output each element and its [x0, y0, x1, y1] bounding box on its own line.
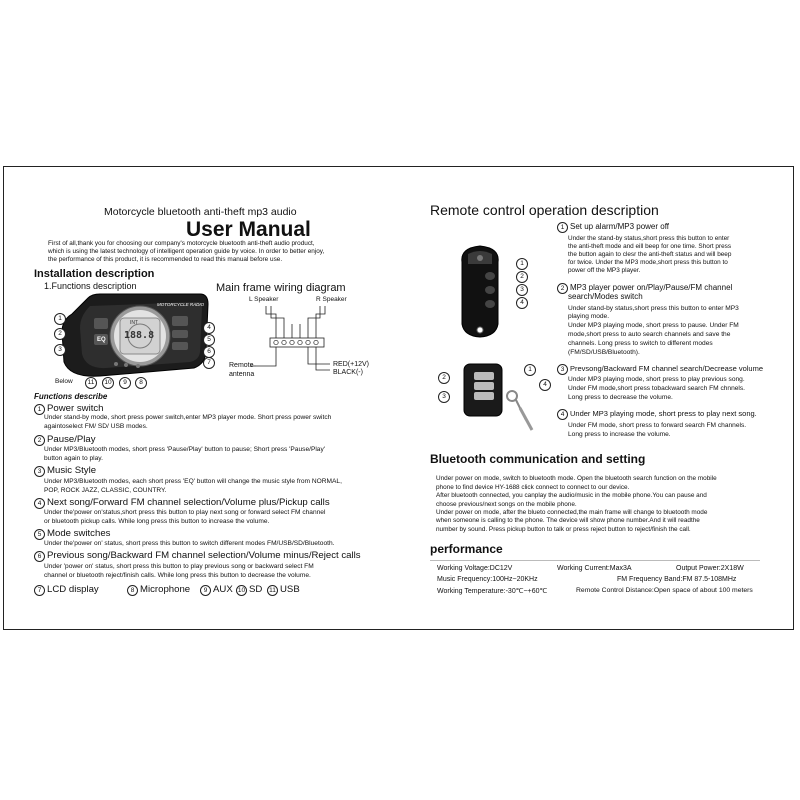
legend-microphone: [127, 584, 190, 596]
bluetooth-line-3: After bluetooth connected, you canplay the audio/music in the mobile phone.You can pause and: [436, 492, 707, 499]
function-4-desc-2: or bluetooth pickup calls. While long press this button to increase the volume.: [44, 518, 270, 525]
legend-9-number: 9: [200, 585, 211, 596]
legend-10-label: SD: [249, 584, 263, 595]
callout-device-5: 5: [203, 334, 215, 346]
lcd-int-label: INT: [130, 320, 139, 326]
remote-item-1-title: [557, 222, 669, 233]
intro-line-2: which is using the latest technology of intelligent operation guide by voice. In order to better enjoy,: [48, 248, 325, 255]
functions-description-subheading: 1.Functions description: [44, 281, 137, 291]
function-1-desc-1: Under stand-by mode, short press power switch,enter MP3 player mode. Short press power switch: [44, 414, 332, 421]
perf-working-voltage: Working Voltage:DC12V: [437, 565, 513, 572]
legend-9-label: AUX: [213, 584, 233, 595]
intro-line-3: the performance of this product, it is recommended to read this manual before use.: [48, 256, 283, 263]
remote-antenna-label-2: antenna: [229, 371, 255, 378]
callout-device-3: 3: [54, 344, 66, 356]
legend-11-number: 11: [267, 585, 278, 596]
callout-remote1-1: 1: [516, 258, 528, 270]
performance-divider: [430, 560, 760, 561]
callout-device-1: 1: [54, 313, 66, 325]
eq-button-label: EQ: [97, 337, 106, 343]
function-3-desc-2: POP, ROCK JAZZ, CLASSIC, COUNTRY.: [44, 487, 167, 494]
remote-item-2-number: 2: [557, 283, 568, 294]
intro-line-1: First of all,thank you for choosing our company's motorcycle bluetooth anti-theft audio product,: [48, 240, 315, 247]
bluetooth-line-4: choose previous/next songs on the mobile phone.: [436, 501, 577, 508]
remote-item-4-title-text: Under MP3 playing mode, short press to play next song.: [570, 409, 757, 418]
remote-item-1-desc-1: Under the stand-by status,short press this button to enter: [568, 235, 730, 242]
functions-describe-heading: Functions describe: [34, 392, 108, 401]
manual-subtitle: Motorcycle bluetooth anti-theft mp3 audio: [104, 206, 297, 218]
function-2-title: [34, 434, 96, 446]
remote-item-3-desc-2: Under FM mode,short press tobackward search FM chnnels.: [568, 385, 746, 392]
remote-control-title: Remote control operation description: [430, 202, 659, 218]
callout-remote1-3: 3: [516, 284, 528, 296]
remote-item-4-title: [557, 409, 757, 420]
remote-item-2-desc-2: playing mode.: [568, 313, 610, 320]
function-5-title: [34, 528, 110, 540]
black-wire-label: BLACK(-): [333, 369, 363, 376]
callout-device-7: 7: [203, 357, 215, 369]
legend-11-label: USB: [280, 584, 300, 595]
function-6-desc-1: Under 'power on' status, short press this button to play previous song or backward select FM: [44, 563, 314, 570]
function-6-title: [34, 550, 361, 562]
remote-item-2-desc-6: (FM/SD/USB/Bluetooth).: [568, 349, 640, 356]
callout-remote2-3: 3: [438, 391, 450, 403]
callout-device-8: 8: [135, 377, 147, 389]
legend-aux: [200, 584, 233, 596]
bluetooth-line-5: Under power on mode, after the blueto connected,the main frame will change to bluetooth mode: [436, 509, 708, 516]
callout-remote2-4: 4: [539, 379, 551, 391]
function-5-title-text: Mode switches: [47, 528, 111, 539]
remote-item-1-desc-5: power off the MP3 player.: [568, 267, 641, 274]
callout-device-11: 11: [85, 377, 97, 389]
function-4-title-text: Next song/Forward FM channel selection/Volume plus/Pickup calls: [47, 497, 330, 508]
remote-item-4-desc-2: Long press to increase the volume.: [568, 431, 671, 438]
bluetooth-heading: Bluetooth communication and setting: [430, 452, 646, 466]
remote-item-3-desc-1: Under MP3 playing mode, short press to play previous song.: [568, 376, 745, 383]
remote-item-3-title: [557, 364, 763, 375]
function-2-desc-1: Under MP3/Bluetooth modes, short press 'Pause/Play' button to pause; Short press 'Pause/Play': [44, 446, 326, 453]
function-4-number: 4: [34, 498, 45, 509]
function-5-number: 5: [34, 529, 45, 540]
perf-working-temperature: Working Temperature:-30℃~+60℃: [437, 588, 548, 595]
perf-remote-distance: Remote Control Distance:Open space of about 100 meters: [576, 587, 753, 594]
lcd-number: 188.8: [124, 330, 155, 341]
perf-output-power: Output Power:2X18W: [676, 565, 744, 572]
remote-item-2-title-text: MP3 player power on/Play/Pause/FM channel: [570, 283, 733, 292]
bluetooth-line-1: Under power on mode, switch to bluetooth mode. Open the bluetooth search function on the mobile: [436, 475, 717, 482]
remote-item-2-desc-1: Under stand-by status,short press this button to enter MP3: [568, 305, 739, 312]
l-speaker-label: L Speaker: [249, 296, 279, 303]
remote-item-4-desc-1: Under FM mode, short press to forward search FM channels.: [568, 422, 747, 429]
performance-heading: performance: [430, 542, 503, 556]
function-1-title-text: Power switch: [47, 403, 104, 414]
function-2-title-text: Pause/Play: [47, 434, 96, 445]
perf-fm-band: FM Frequency Band:FM 87.5-108MHz: [617, 576, 737, 583]
legend-10-number: 10: [237, 587, 246, 594]
function-3-title: [34, 465, 96, 477]
callout-device-4: 4: [203, 322, 215, 334]
function-4-desc-1: Under the'power on'status,short press this button to play next song or forward select FM channel: [44, 509, 326, 516]
function-6-title-text: Previous song/Backward FM channel selection/Volume minus/Reject calls: [47, 550, 361, 561]
callout-remote1-4: 4: [516, 297, 528, 309]
remote-item-2-desc-4: mode,short press to auto search channels and save the: [568, 331, 731, 338]
function-3-title-text: Music Style: [47, 465, 97, 476]
legend-8-label: Microphone: [140, 584, 191, 595]
legend-lcd-display: [34, 584, 99, 596]
function-1-desc-2: againtoselect FM/ SD/ USB modes.: [44, 423, 148, 430]
callout-remote2-1: 1: [524, 364, 536, 376]
legend-7-label: LCD display: [47, 584, 99, 595]
bluetooth-line-2: phone to find device HY-1688 click connect to connect to our device.: [436, 484, 630, 491]
function-3-number: 3: [34, 466, 45, 477]
callout-device-6: 6: [203, 346, 215, 358]
below-label: Below: [55, 378, 73, 385]
function-2-desc-2: button again to play.: [44, 455, 103, 462]
perf-music-frequency: Music Frequency:100Hz~20KHz: [437, 576, 538, 583]
remote-item-2-desc-5: channels. Long press to switch to different modes: [568, 340, 713, 347]
bluetooth-line-7: number by sound. Press pickup button to talk or press reject button to reject/finish the call.: [436, 526, 691, 533]
legend-usb: [267, 584, 300, 596]
function-1-number: 1: [34, 404, 45, 415]
function-2-number: 2: [34, 435, 45, 446]
callout-remote1-2: 2: [516, 271, 528, 283]
function-6-desc-2: channel or bluetooth reject/finish calls. While long press this button to decrease the volume.: [44, 572, 311, 579]
manual-title: User Manual: [186, 218, 311, 241]
callout-device-9: 9: [119, 377, 131, 389]
perf-working-current: Working Current:Max3A: [557, 565, 632, 572]
function-5-desc-1: Under the'power on' status, short press this button to switch different modes FM/USB/SD/Bluetooth.: [44, 540, 335, 547]
callout-device-10: 10: [102, 377, 114, 389]
red-wire-label: RED(+12V): [333, 361, 369, 368]
legend-8-number: 8: [127, 585, 138, 596]
function-3-desc-1: Under MP3/Bluetooth modes, each short press 'EQ' button will change the music style from NORMAL,: [44, 478, 342, 485]
legend-sd: [236, 584, 262, 596]
remote-item-2-desc-3: Under MP3 playing mode, short press to pause. Under FM: [568, 322, 739, 329]
function-4-title: [34, 497, 330, 509]
radio-brand-label: MOTORCYCLE RADIO: [157, 302, 205, 307]
remote-item-1-desc-2: the anti-theft mode and eill beep for one time. Short press: [568, 243, 732, 250]
remote-antenna-label-1: Remote: [229, 362, 254, 369]
remote-item-1-desc-3: the button again to clesr the anti-theft status and will beep: [568, 251, 732, 258]
remote-item-3-title-text: Prevsong/Backward FM channel search/Decrease volume: [570, 364, 764, 373]
remote-item-2-title-2: search/Modes switch: [568, 292, 643, 301]
remote-item-3-desc-3: Long press to decrease the volume.: [568, 394, 673, 401]
remote-control-fob-1: [452, 244, 508, 340]
wiring-diagram-title: Main frame wiring diagram: [216, 282, 346, 294]
remote-item-1-number: 1: [557, 222, 568, 233]
function-6-number: 6: [34, 551, 45, 562]
remote-item-1-title-text: Set up alarm/MP3 power off: [570, 222, 670, 231]
legend-7-number: 7: [34, 585, 45, 596]
remote-item-3-number: 3: [557, 364, 568, 375]
callout-remote2-2: 2: [438, 372, 450, 384]
callout-device-2: 2: [54, 328, 66, 340]
installation-heading: Installation description: [34, 268, 155, 280]
remote-item-1-desc-4: for twice. Under the MP3 mode,short press this button to: [568, 259, 728, 266]
remote-item-4-number: 4: [557, 409, 568, 420]
bluetooth-line-6: when someone is calling to the phone. The device will show phone number.And it will readthe: [436, 517, 700, 524]
r-speaker-label: R Speaker: [316, 296, 347, 303]
